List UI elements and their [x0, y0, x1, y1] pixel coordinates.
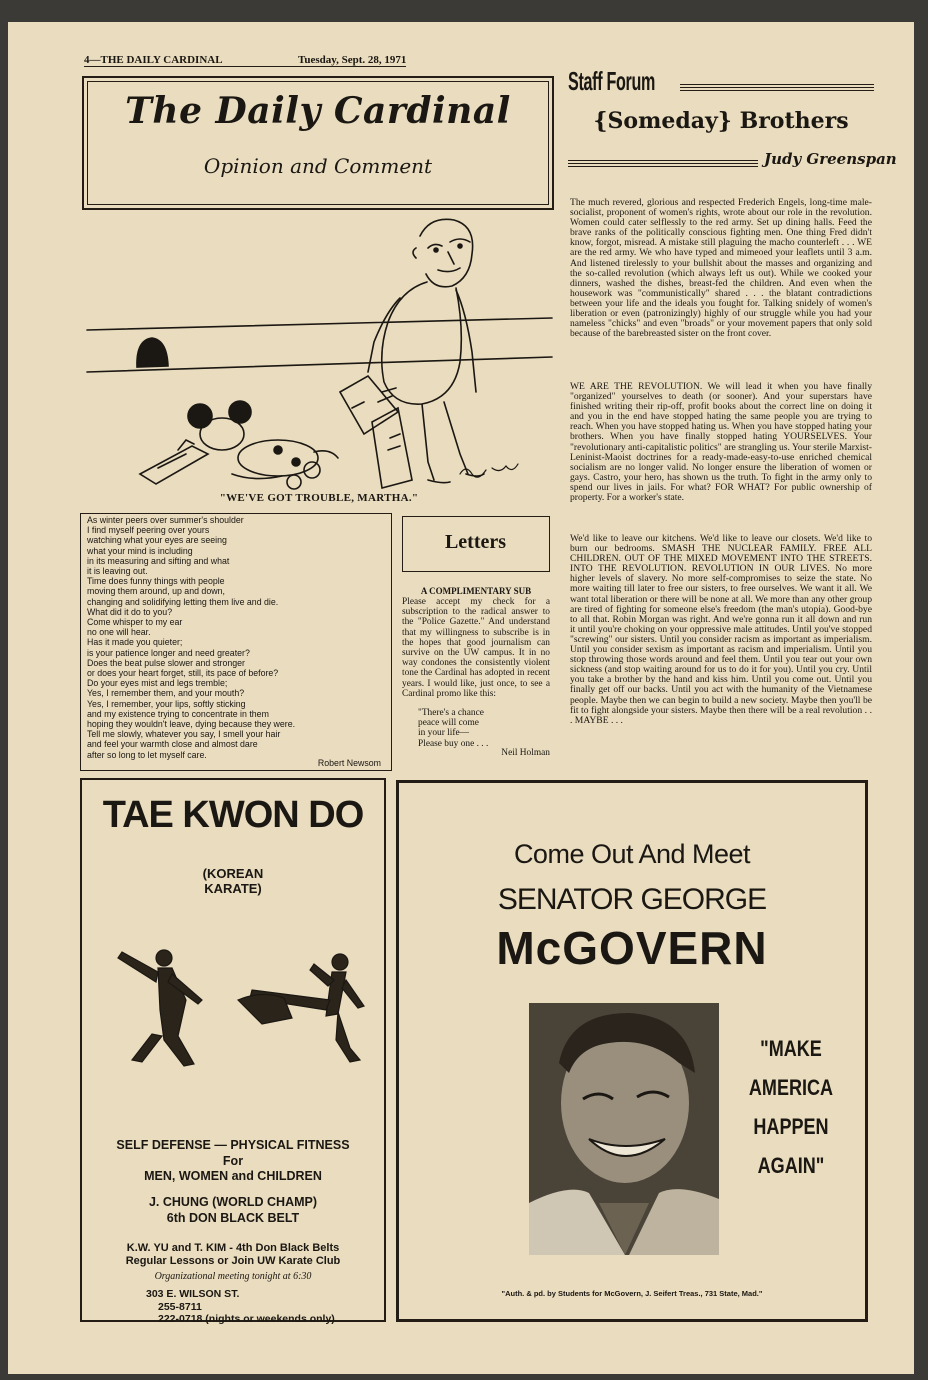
mcgovern-line1: Come Out And Meet [513, 839, 751, 869]
forum-paragraph-3: We'd like to leave our kitchens. We'd like to leave our closets. We'd like to burn our bedrooms. SMASH THE NUCLEAR FAMILY. FREE ALL CHILDREN. OUT OF THE MIXED MOVEMENT INTO THE STREETS. INTO THE REVOLUTION. REVOLUTION IN OUR LIVES. No more higher levels of slavery. No more self-compromises to seize the state. No more waiting till later to free our sisters, to free ourselves. We want it all. We want total liberation or there will be none at all. We more than any other group are tired of fighting for someone else's freedom (the man's utopia). Good-bye to all that. Robin Morgan was right. And we're gonna run it all down and run it until you're choking on your oppressive male attitudes. Until you've stopped "screwing" our sisters. Until you consider racism as important as imperialism. Until you consider sexism as important as racism and imperialism. Until you stop throwing those words around and feel them. Until you tear out your own sickness (and stop waiting around for us to do it for you). Until you cry. Until you take a brother by the hand and kiss him. Until you come out. Until you finally get off our backs. Until you act with the humanity of the Vietnamese people. Maybe then we can begin to build a new society. Maybe then you'll be fit to fight alongside your sisters. Maybe then there will be a real revolution . . . MAYBE . . . [570, 533, 872, 726]
newspaper-page [8, 22, 914, 1374]
tkd-address: 303 E. WILSON ST. [146, 1288, 240, 1300]
cartoon-caption: "WE'VE GOT TROUBLE, MARTHA." [219, 492, 419, 504]
tkd-title: TAE KWON DO [102, 794, 364, 836]
editorial-cartoon [82, 212, 556, 492]
poem-text: As winter peers over summer's shoulder I find myself peering over yours watching what your eyes are seeing what your mind is including in its measuring and sifting and what it is leaving out. Time does funny things with people moving them around, up and down, changing and solidifying letting them live and die. What did it do to you? Come whisper to my ear no one will hear. Has it made you quieter; is your patience longer and need greater? Does the beat pulse slower and stronger or does your heart forget, still, its pace of before? Do your eyes mist and legs tremble; Yes, I remember them, and your mouth? Yes, I remember, your lips, softly sticking and my existence trying to concentrate in them hoping they wouldn't leave, dying because they were. Tell me slowly, whatever you say, I smell your hair and feel your warmth close and almost dare after so long to let myself care. [87, 515, 296, 760]
forum-headline: {Someday} Brothers [593, 108, 849, 134]
forum-paragraph-2: WE ARE THE REVOLUTION. We will lead it when you have finally "organized" yourselves to death (or sooner). And your superstars have finished writing their rip-off, profit books about the correct line on doing it and you in the end have stopped hating the same people you are trying to reach. When you have stopped hating us. When you have stopped hating your brothers. When you have finally stopped hating YOURSELVES. Your "revolutionary anti-capitalistic politics" are strangling us. Your sterile Marxist-Leninist-Maoist doctrines for a ready-made-easy-to-use enriched chemical socialism are no longer valid. No longer ensure the liberation of women or gays. Castro, your hero, has shown us the truth. To fight in the army only to spend our lives in jails. For what? FOR WHAT? For public ownership of property. For a worker's state. [570, 381, 872, 504]
tkd-instructor2: 6th DON BLACK BELT [166, 1211, 300, 1225]
forum-rule-top [680, 82, 874, 91]
tae-kwon-do-ad [80, 778, 386, 1325]
mcgovern-slogan: "MAKE AMERICA HAPPEN AGAIN" [748, 1036, 834, 1178]
tkd-phone2: 222-0718 (nights or weekends only) [158, 1313, 335, 1325]
tkd-line1: SELF DEFENSE — PHYSICAL FITNESS [116, 1138, 350, 1152]
tkd-instructor1: J. CHUNG (WORLD CHAMP) [148, 1195, 318, 1209]
forum-paragraph-1: The much revered, glorious and respected Frederich Engels, long-time male-socialist, proponent of women's rights, wrote about our role in the revolution. Women could cater selflessly to the red army. Set up dining halls. Feed the brave ranks of the politically conscious fighting men. One thing Fred didn't know, forgot, misread. A mistake still plaguing the macho counterleft . . . WE are the red army. We who have typed and mimeoed your leaflets until 3 a.m. And listened tirelessly to your bullshit about the masses and organizing and the so-called revolution (which always left us out). While we cooked your dinners, washed the dishes, breast-fed the children. And even when the housework was "communistically" shared . . . the blatant contradictions between your life and the ideals you fought for. Talking snidely of women's liberation or even (patronizingly) highly of our struggle while you had your nameless "chicks" and even "broads" or your movement papers that only sold because of the barebreasted sister on the front cover. [570, 197, 872, 340]
letters-heading: Letters [444, 531, 507, 553]
issue-date: Tuesday, Sept. 28, 1971 [298, 54, 407, 66]
forum-byline: Judy Greenspan [764, 150, 897, 168]
tkd-line2: For [222, 1154, 244, 1168]
tkd-lessons: Regular Lessons or Join UW Karate Club [125, 1255, 341, 1267]
tkd-instructor3: K.W. YU and T. KIM - 4th Don Black Belts [126, 1242, 340, 1254]
letter-subhead: A COMPLIMENTARY SUB [420, 586, 532, 596]
mcgovern-line2: SENATOR GEORGE [497, 883, 767, 916]
poem-box [80, 513, 392, 771]
karate-fighters-illustration [102, 940, 372, 1070]
mcgovern-disclaimer: "Auth. & pd. by Students for McGovern, J. Seifert Treas., 731 State, Mad." [501, 1289, 763, 1298]
tkd-phone1: 255-8711 [158, 1301, 202, 1313]
staff-forum-label: Staff Forum [568, 66, 656, 96]
forum-rule-bottom [568, 158, 758, 167]
masthead-subtitle: Opinion and Comment [203, 154, 433, 178]
mcgovern-line3: McGOVERN [496, 922, 768, 974]
mcgovern-portrait [529, 1003, 719, 1255]
masthead-box [82, 76, 554, 210]
page-number-paper: 4—THE DAILY CARDINAL [84, 54, 223, 66]
letter-signature: Neil Holman [501, 748, 550, 758]
masthead-title: The Daily Cardinal [125, 90, 511, 132]
header-rule [84, 66, 406, 67]
letters-heading-box [402, 516, 550, 572]
tkd-line3: MEN, WOMEN and CHILDREN [144, 1169, 322, 1183]
tkd-meeting: Organizational meeting tonight at 6:30 [154, 1271, 312, 1282]
mcgovern-ad [396, 780, 868, 1322]
letter-body: Please accept my check for a subscription to the radical answer to the "Police Gazette." And understand that my willingness to subscribe is in the hopes that good journalism can survive on the UW campus. It in no way condones the consistently violent tone the Cardinal has adopted in recent years. I would like, just once, to see a Cardinal promo like this: [402, 597, 550, 699]
letter-verse: "There's a chance peace will come in your life— Please buy one . . . [418, 708, 489, 749]
poem-author: Robert Newsom [317, 757, 381, 768]
tkd-subtitle: (KOREAN KARATE) [202, 866, 264, 896]
